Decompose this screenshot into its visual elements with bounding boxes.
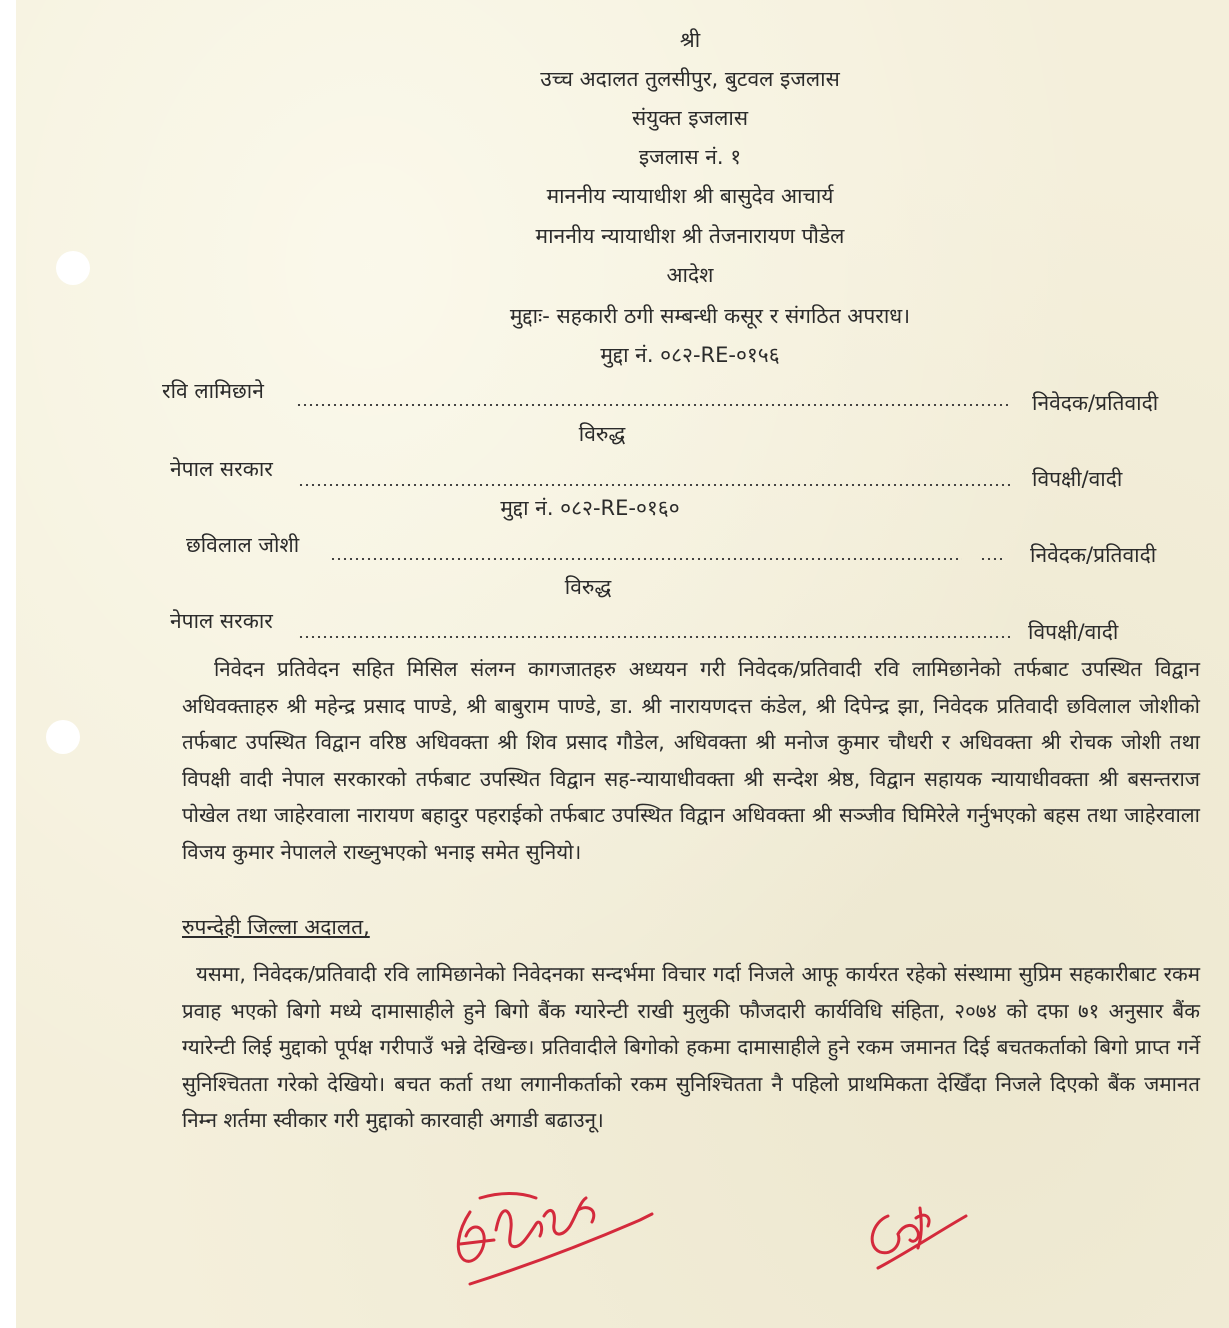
petitioner-role: निवेदक/प्रतिवादी [1030, 543, 1157, 567]
signature-right [858, 1188, 978, 1278]
punch-hole-bottom [46, 720, 80, 754]
signature-left [440, 1180, 680, 1300]
respondent-name: नेपाल सरकार [170, 457, 273, 481]
case-number: मुद्दा नं. ०८२-RE-०१५६ [600, 343, 780, 367]
dotted-leader [298, 484, 1010, 486]
versus-label: विरुद्ध [578, 422, 626, 446]
dotted-leader [298, 636, 1010, 638]
scan-edge [0, 0, 16, 1328]
court-name: उच्च अदालत तुलसीपुर, बुटवल इजलास [540, 67, 840, 91]
judge-1: माननीय न्यायाधीश श्री बासुदेव आचार्य [546, 184, 834, 208]
respondent-name: नेपाल सरकार [170, 609, 273, 633]
dotted-leader [296, 404, 1008, 406]
judge-2: माननीय न्यायाधीश श्री तेजनारायण पौडेल [535, 224, 845, 248]
bench-number: इजलास नं. १ [638, 145, 742, 169]
dotted-leader [980, 558, 1002, 560]
case-number: मुद्दा नं. ०८२-RE-०१६० [500, 496, 680, 520]
petitioner-name: छविलाल जोशी [186, 533, 300, 557]
petitioner-role: निवेदक/प्रतिवादी [1032, 391, 1159, 415]
order-paragraph-2: यसमा, निवेदक/प्रतिवादी रवि लामिछानेको निवेदनका सन्दर्भमा विचार गर्दा निजले आफू कार्यरत रहेको संस्थामा सुप्रिम सहकारीबाट रकम प्रवाह भएको बिगो मध्ये दामासाहीले हुने बिगो बैंक ग्यारेन्टी राखी मुलुकी फौजदारी कार्यविधि संहिता, २०७४ को दफा ७१ अनुसार बैंक ग्यारेन्टी लिई मुद्दाको पूर्पक्ष गरीपाउँ भन्ने देखिन्छ। प्रतिवादीले बिगोको हकमा दामासाहीले हुने रकम जमानत दिई बचतकर्ताको बिगो प्राप्त गर्ने सुनिश्चितता गरेको देखियो। बचत कर्ता तथा लगानीकर्ताको रकम सुनिश्चितता नै पहिलो प्राथमिकता देखिँदा निजले दिएको बैंक जमानत निम्न शर्तमा स्वीकार गरी मुद्दाको कारवाही अगाडी बढाउनू। [182, 962, 1200, 1132]
bench-type: संयुक्त इजलास [631, 106, 749, 130]
section-heading: रुपन्देही जिल्ला अदालत, [182, 915, 370, 939]
case-subject: मुद्दाः- सहकारी ठगी सम्बन्धी कसूर र संगठित अपराध। [509, 304, 911, 328]
petitioner-name: रवि लामिछाने [162, 379, 264, 403]
punch-hole-top [56, 251, 90, 285]
order-paragraph-1: निवेदन प्रतिवेदन सहित मिसिल संलग्न कागजातहरु अध्ययन गरी निवेदक/प्रतिवादी रवि लामिछानेको तर्फबाट उपस्थित विद्वान अधिवक्ताहरु श्री महेन्द्र प्रसाद पाण्डे, श्री बाबुराम पाण्डे, डा. श्री नारायणदत्त कंडेल, श्री दिपेन्द्र झा, निवेदक प्रतिवादी छविलाल जोशीको तर्फबाट उपस्थित विद्वान वरिष्ठ अधिवक्ता श्री शिव प्रसाद गौडेल, अधिवक्ता श्री मनोज कुमार चौधरी र अधिवक्ता श्री रोचक जोशी तथा विपक्षी वादी नेपाल सरकारको तर्फबाट उपस्थित विद्वान सह-न्यायाधीवक्ता श्री सन्देश श्रेष्ठ, विद्वान सहायक न्यायाधीवक्ता श्री बसन्तराज पोखेल तथा जाहेरवाला नारायण बहादुर पहराईको तर्फबाट उपस्थित विद्वान अधिवक्ता श्री सञ्जीव घिमिरेले गर्नुभएको बहस तथा जाहेरवाला विजय कुमार नेपालले राख्नुभएको भनाइ समेत सुनियो। [182, 657, 1200, 864]
header-invocation: श्री [679, 28, 701, 52]
respondent-role: विपक्षी/वादी [1028, 620, 1119, 644]
versus-label: विरुद्ध [564, 575, 612, 599]
respondent-role: विपक्षी/वादी [1032, 467, 1123, 491]
document-type: आदेश [666, 263, 714, 287]
dotted-leader [330, 558, 962, 560]
